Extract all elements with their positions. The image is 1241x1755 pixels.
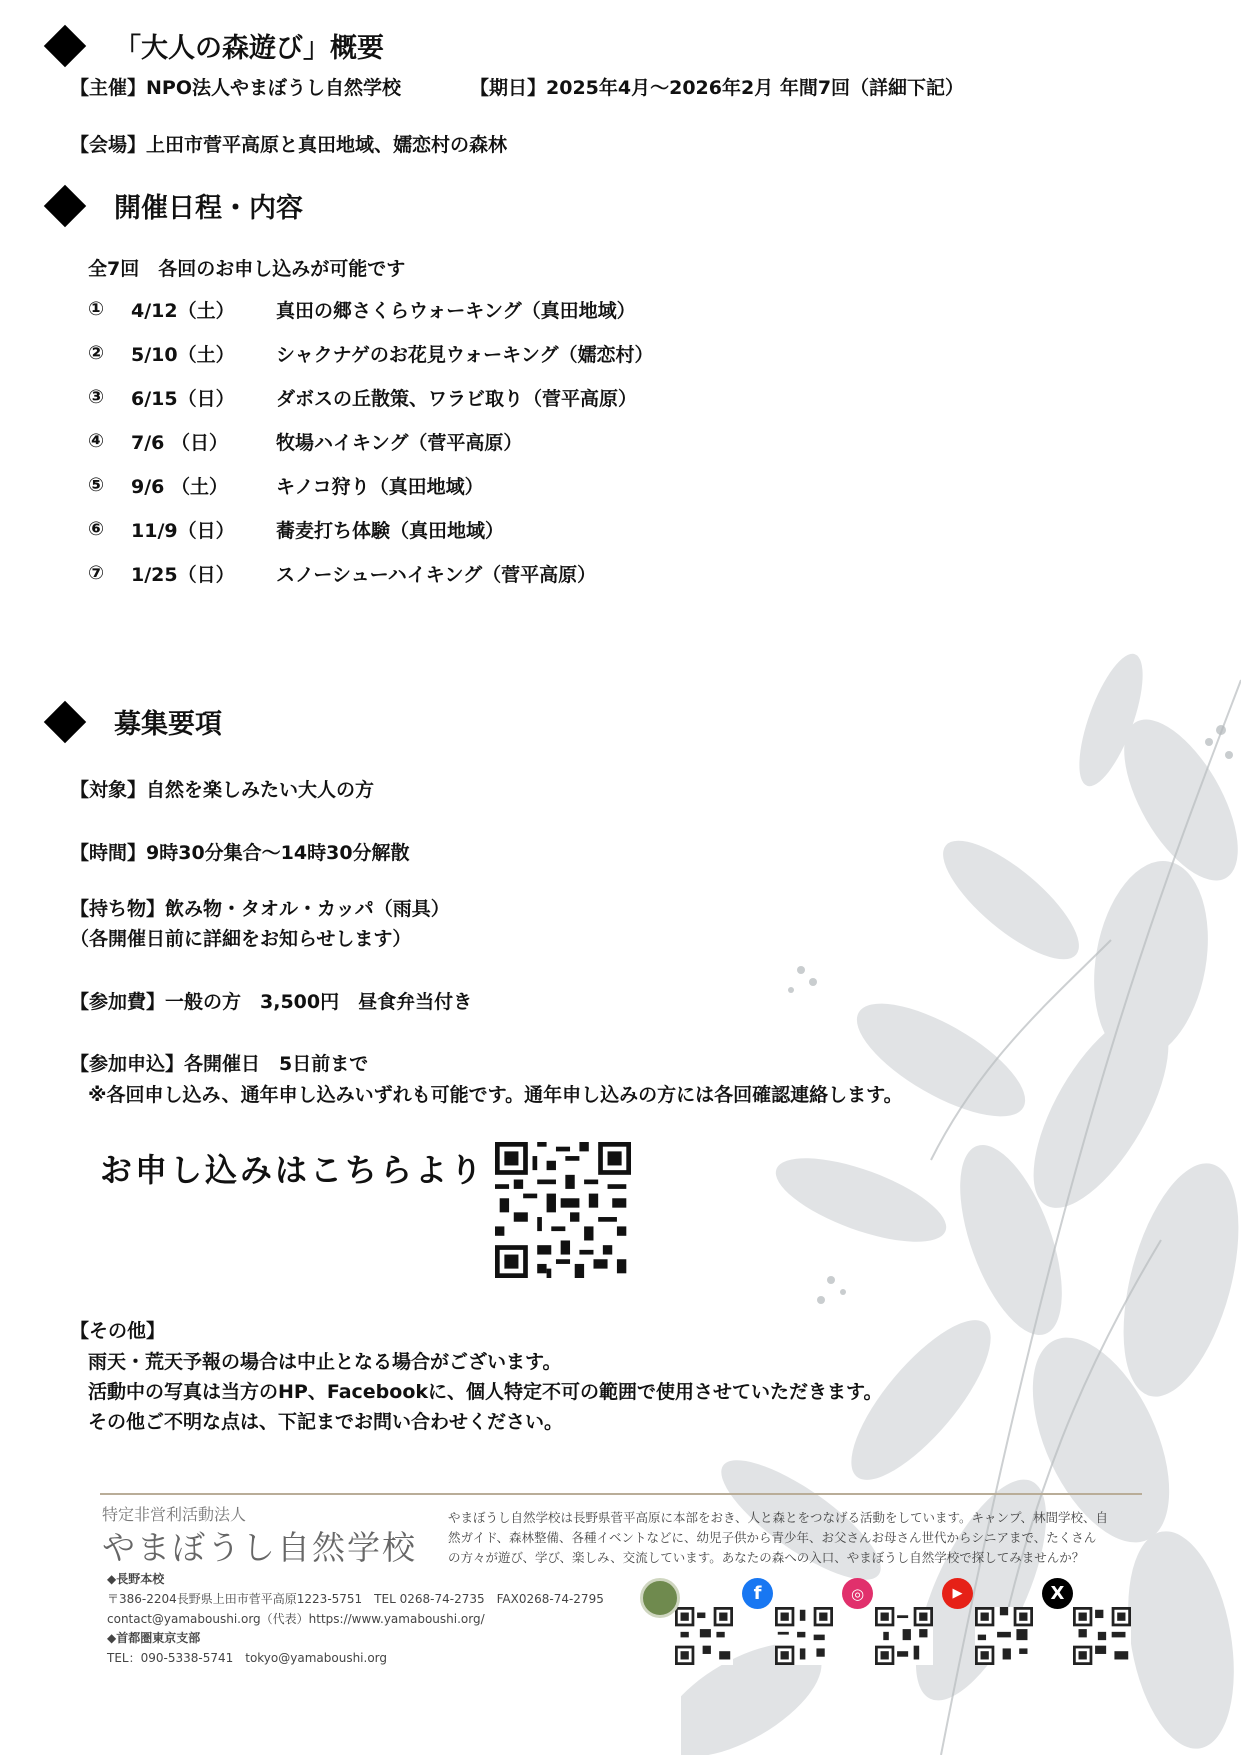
schedule-intro: 全7回 各回のお申し込みが可能です	[88, 258, 406, 280]
organizer-text: 【主催】NPO法人やまぼうし自然学校	[70, 77, 401, 99]
org-name-logo: やまぼうし自然学校	[102, 1528, 417, 1567]
schedule-date: 11/9（日）	[131, 519, 235, 542]
schedule-number: ③	[88, 386, 105, 408]
schedule-event: 真田の郷さくらウォーキング（真田地域）	[276, 299, 636, 322]
diamond-bullet-icon	[44, 184, 86, 226]
recruitment-section-title	[50, 702, 222, 741]
school-description: やまぼうし自然学校は長野県菅平高原に本部をおき、人と森とをつなげる活動をしています。キャンプ、林間学校、自然ガイド、森林整備、各種イベントなどに、幼児子供から青少年、お父さんお母さん世代からシニアまで、たくさんの方々が遊び、学び、楽しみ、交流しています。あなたの森への入口、やまぼうし自然学校で探してみませんか？	[448, 1510, 1109, 1565]
hq-address: 〒386-2204長野県上田市菅平高原1223-5751 TEL 0268-74-2735 FAX0268-74-2795	[107, 1592, 604, 1606]
schedule-event: キノコ狩り（真田地域）	[276, 475, 484, 498]
other-heading: 【その他】	[70, 1320, 166, 1342]
qr-code-icon[interactable]	[975, 1607, 1033, 1665]
branch-label: ◆首都圏東京支部	[107, 1631, 201, 1645]
schedule-item	[88, 419, 788, 463]
qr-code-icon[interactable]	[675, 1607, 733, 1665]
schedule-event: スノーシューハイキング（菅平高原）	[276, 563, 597, 586]
diamond-bullet-icon	[44, 24, 86, 66]
schedule-number: ⑤	[88, 474, 105, 496]
schedule-item	[88, 375, 788, 419]
overview-section-title	[50, 26, 384, 65]
apply-label: お申し込みはこちらより	[100, 1151, 486, 1189]
schedule-date: 9/6 （土）	[131, 475, 228, 498]
other-line: 雨天・荒天予報の場合は中止となる場合がございます。	[88, 1351, 562, 1373]
schedule-item	[88, 287, 788, 331]
hq-contact: contact@yamaboushi.org（代表）https://www.yamaboushi.org/	[107, 1612, 485, 1626]
instagram-icon[interactable]: ◎	[842, 1578, 873, 1609]
qr-code-icon[interactable]	[1073, 1607, 1131, 1665]
schedule-date: 4/12（土）	[131, 299, 235, 322]
schedule-title: 開催日程・内容	[114, 193, 303, 224]
schedule-number: ①	[88, 298, 105, 320]
schedule-item	[88, 331, 788, 375]
schedule-item	[88, 507, 788, 551]
belongings-text: 【持ち物】飲み物・タオル・カッパ（雨具）	[70, 898, 450, 920]
schedule-item	[88, 551, 788, 595]
schedule-event: 蕎麦打ち体験（真田地域）	[276, 519, 505, 542]
schedule-event: シャクナゲのお花見ウォーキング（嬬恋村）	[276, 343, 654, 366]
schedule-event: ダボスの丘散策、ワラビ取り（菅平高原）	[276, 387, 638, 410]
schedule-number: ⑥	[88, 518, 105, 540]
footer-divider	[100, 1493, 1142, 1495]
period-text: 【期日】2025年4月～2026年2月 年間7回（詳細下記）	[470, 77, 965, 99]
branch-contact: TEL：090-5338-5741 tokyo@yamaboushi.org	[107, 1651, 388, 1665]
belongings-note: （各開催日前に詳細をお知らせします）	[70, 928, 412, 950]
deadline-note: ※各回申し込み、通年申し込みいずれも可能です。通年申し込みの方には各回確認連絡します。	[88, 1084, 903, 1106]
hq-label: ◆長野本校	[107, 1572, 165, 1586]
fee-text: 【参加費】一般の方 3,500円 昼食弁当付き	[70, 991, 473, 1013]
schedule-number: ⑦	[88, 562, 105, 584]
schedule-item	[88, 463, 788, 507]
recruitment-title: 募集要項	[114, 709, 222, 740]
schedule-number: ②	[88, 342, 105, 364]
schedule-event: 牧場ハイキング（菅平高原）	[276, 431, 523, 454]
time-text: 【時間】9時30分集合～14時30分解散	[70, 842, 410, 864]
other-line: その他ご不明な点は、下記までお問い合わせください。	[88, 1411, 564, 1433]
schedule-list	[88, 287, 788, 595]
schedule-date: 1/25（日）	[131, 563, 235, 586]
org-type: 特定非営利活動法人	[102, 1505, 247, 1524]
qr-code-icon[interactable]	[875, 1607, 933, 1665]
target-text: 【対象】自然を楽しみたい大人の方	[70, 779, 375, 801]
youtube-icon[interactable]: ▶	[942, 1578, 973, 1609]
schedule-date: 6/15（日）	[131, 387, 235, 410]
diamond-bullet-icon	[44, 700, 86, 742]
venue-text: 【会場】上田市菅平高原と真田地域、嬬恋村の森林	[70, 134, 508, 156]
schedule-number: ④	[88, 430, 105, 452]
other-line: 活動中の写真は当方のHP、Facebookに、個人特定不可の範囲で使用させていただきます。	[88, 1381, 883, 1403]
deadline-text: 【参加申込】各開催日 5日前まで	[70, 1053, 369, 1075]
overview-title: 「大人の森遊び」概要	[114, 33, 384, 64]
x-icon[interactable]: X	[1042, 1578, 1073, 1609]
qr-code-icon[interactable]	[775, 1607, 833, 1665]
schedule-date: 7/6 （日）	[131, 431, 228, 454]
facebook-icon[interactable]: f	[742, 1578, 773, 1609]
schedule-date: 5/10（土）	[131, 343, 235, 366]
qr-code-icon[interactable]	[495, 1142, 631, 1278]
school-logo-icon[interactable]	[640, 1578, 680, 1618]
schedule-section-title	[50, 186, 303, 225]
